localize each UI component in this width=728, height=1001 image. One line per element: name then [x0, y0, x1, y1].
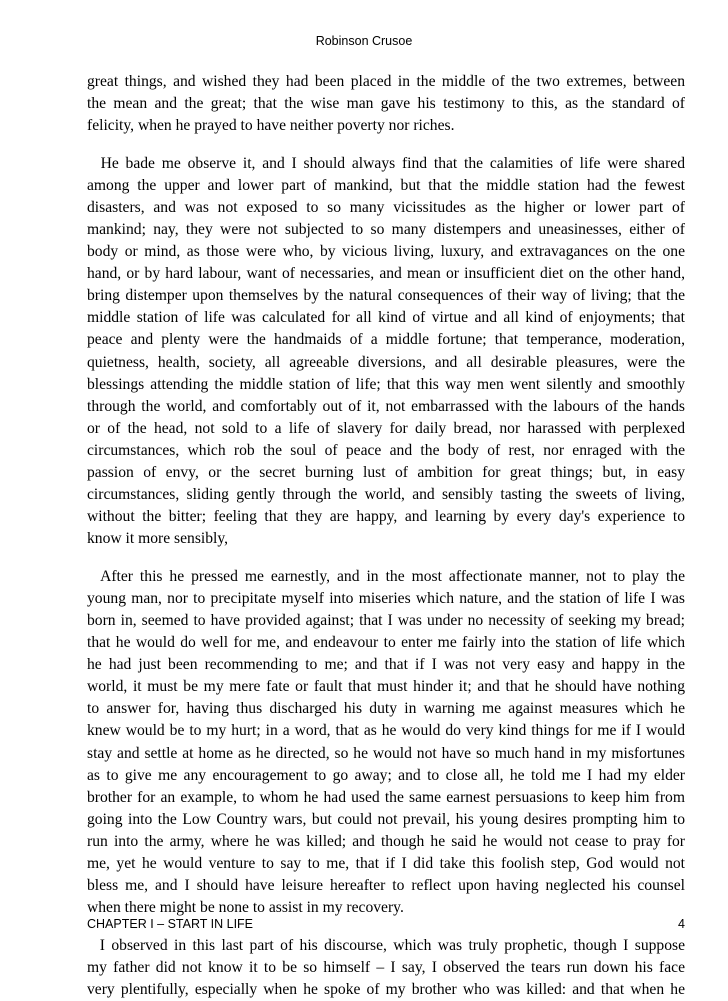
text-line: body or mind, as those were who, by vicious living, luxury, and extravagances on the one	[87, 243, 685, 261]
text-line: when there might be none to assist in my recovery.	[87, 899, 404, 917]
text-line: or of the head, not sold to a life of slavery for daily bread, nor harassed with perplexed	[87, 419, 685, 437]
text-line: After this he pressed me earnestly, and in the most affectionate manner, not to play the	[87, 567, 685, 585]
paragraph	[87, 935, 685, 1001]
text-line: run into the army, where he was killed; and though he said he would not cease to pray for	[87, 832, 685, 850]
text-line: that he would do well for me, and endeavour to enter me fairly into the station of life which	[87, 634, 685, 652]
text-line: felicity, when he prayed to have neither poverty nor riches.	[87, 117, 455, 135]
paragraph	[87, 566, 685, 920]
text-line: peace and plenty were the handmaids of a middle fortune; that temperance, moderation,	[87, 331, 685, 349]
text-line: stay and settle at home as he directed, so he would not have so much hand in my misfortunes	[87, 744, 685, 762]
text-line: know it more sensibly,	[87, 530, 229, 548]
text-line: without the bitter; feeling that they are happy, and learning by every day's experience to	[87, 508, 685, 526]
text-line: circumstances, which rob the soul of peace and the body of rest, nor enraged with the	[87, 441, 685, 459]
paragraph	[87, 153, 685, 551]
text-line: among the upper and lower part of mankind, but that the middle station had the fewest	[87, 176, 685, 194]
text-line: my father did not know it to be so himself – I say, I observed the tears run down his face	[87, 958, 685, 976]
text-line: as to give me any encouragement to go away; and to close all, he told me I had my elder	[87, 766, 685, 784]
text-line: bless me, and I should have leisure hereafter to reflect upon having neglected his counsel	[87, 877, 685, 895]
text-line: mankind; nay, they were not subjected to so many distempers and uneasinesses, either of	[87, 220, 685, 238]
text-line: brother for an example, to whom he had used the same earnest persuasions to keep him from	[87, 788, 685, 806]
text-line: hand, or by hard labour, want of necessaries, and mean or insufficient diet on the other hand,	[87, 265, 685, 283]
text-line: He bade me observe it, and I should always find that the calamities of life were shared	[87, 154, 685, 172]
text-line: disasters, and was not exposed to so many vicissitudes as the higher or lower part of	[87, 198, 685, 216]
text-line: middle station of life was calculated for all kind of virtue and all kind of enjoyments; that	[87, 309, 685, 327]
text-line: circumstances, sliding gently through the world, and sensibly tasting the sweets of living,	[87, 486, 685, 504]
text-line: going into the Low Country wars, but could not prevail, his young desires prompting him to	[87, 810, 685, 828]
text-line: quietness, health, society, all agreeable diversions, and all desirable pleasures, were the	[87, 353, 685, 371]
footer-chapter-title: CHAPTER I – START IN LIFE	[87, 917, 254, 931]
text-line: me, yet he would venture to say to me, that if I did take this foolish step, God would not	[87, 854, 685, 872]
text-line: young man, nor to precipitate myself into miseries which nature, and the station of life I was	[87, 589, 685, 607]
text-line: blessings attending the middle station of life; that this way men went silently and smoothly	[87, 375, 685, 393]
text-line: great things, and wished they had been placed in the middle of the two extremes, between	[87, 73, 685, 90]
text-line: bring distemper upon themselves by the natural consequences of their way of living; that the	[87, 287, 685, 305]
text-line: born in, seemed to have provided against; that I was under no necessity of seeking my bread;	[87, 611, 685, 629]
text-line: through the world, and comfortably out of it, not embarrassed with the labours of the hands	[87, 397, 685, 415]
text-line: world, it must be my mere fate or fault that must hinder it; and that he should have nothing	[87, 678, 685, 696]
running-header: Robinson Crusoe	[315, 34, 413, 48]
text-line: very plentifully, especially when he spoke of my brother who was killed: and that when he	[87, 980, 685, 998]
text-line: to answer for, having thus discharged his duty in warning me against measures which he	[87, 700, 685, 718]
text-line: passion of envy, or the secret burning lust of ambition for great things; but, in easy	[87, 463, 685, 481]
text-line: knew would be to my hurt; in a word, that as he would do very kind things for me if I would	[87, 722, 685, 740]
paragraph	[87, 71, 685, 137]
text-line: the mean and the great; that the wise man gave his testimony to this, as the standard of	[87, 95, 685, 113]
running-footer	[87, 917, 685, 935]
body-text	[87, 71, 685, 1001]
page-number: 4	[678, 917, 685, 931]
text-line: I observed in this last part of his discourse, which was truly prophetic, though I suppose	[87, 936, 685, 954]
text-line: he had just been recommending to me; and that if I was not very easy and happy in the	[87, 656, 685, 674]
